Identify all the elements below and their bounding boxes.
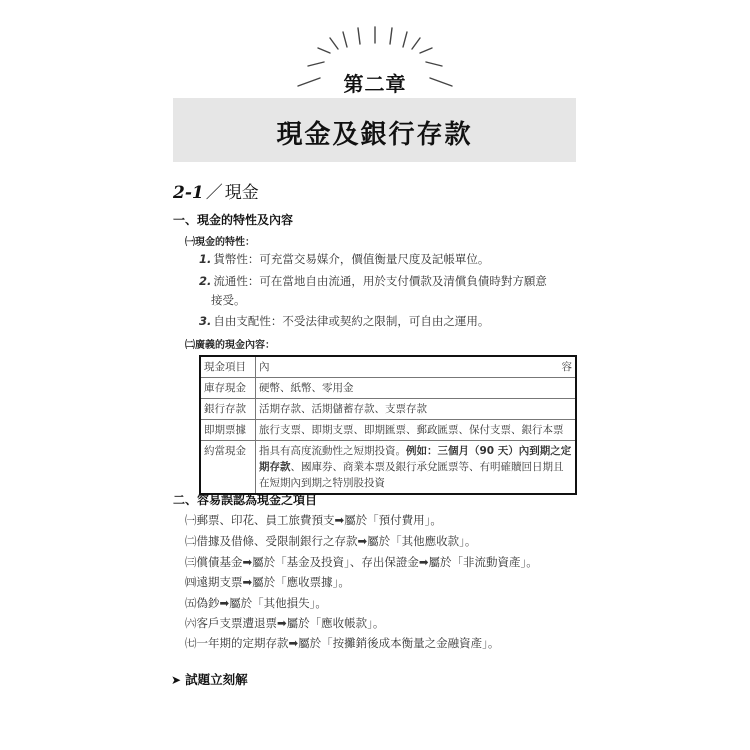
chapter-title-banner [173, 98, 576, 162]
list-item [199, 311, 577, 331]
part1-heading: 一、現金的特性及內容 [173, 213, 294, 227]
table-header-row [200, 356, 576, 378]
cash-content-table [199, 355, 577, 495]
item-number: 2. [199, 274, 212, 288]
list-item: ㈤偽鈔➡屬於「其他損失」。 [185, 596, 327, 610]
list-item: ㈡借據及借條、受限制銀行之存款➡屬於「其他應收款」。 [185, 534, 477, 548]
row-value: 活期存款、活期儲蓄存款、支票存款 [256, 399, 577, 420]
list-item-continuation: 接受。 [211, 293, 246, 307]
item-text: 自由支配性：不受法律或契約之限制，可自由之運用。 [213, 314, 490, 328]
row-value-bold: 例如：三個月（90 天）內到期之定期存款 [259, 445, 572, 473]
section-heading [173, 178, 259, 203]
row-key: 約當現金 [200, 441, 256, 495]
row-key: 即期票據 [200, 420, 256, 441]
header-content-right: 容 [561, 361, 572, 373]
header-cell-item: 現金項目 [200, 356, 256, 378]
table-row [200, 378, 576, 399]
section-separator: ／ [205, 183, 223, 203]
row-key: 銀行存款 [200, 399, 256, 420]
list-item: ㈥客戶支票遭退票➡屬於「應收帳款」。 [185, 616, 385, 630]
practice-heading [171, 670, 248, 688]
pointer-icon: ➤ [171, 673, 182, 687]
chapter-label: 第二章 [343, 72, 407, 96]
list-item [199, 271, 577, 291]
row-key: 庫存現金 [200, 378, 256, 399]
section-number: 2-1 [173, 183, 204, 203]
item-text: 貨幣性：可充當交易媒介，價值衡量尺度及記帳單位。 [213, 252, 490, 266]
table-row [200, 420, 576, 441]
chapter-title: 現金及銀行存款 [276, 120, 473, 150]
table-row [200, 441, 576, 495]
header-cell-content [256, 356, 577, 378]
row-value-pre: 指具有高度流動性之短期投資。 [259, 445, 406, 457]
part1-sub2-heading: ㈡廣義的現金內容： [185, 340, 275, 351]
list-item: ㈠郵票、印花、員工旅費預支➡屬於「預付費用」。 [185, 513, 442, 527]
list-item: ㈣遠期支票➡屬於「應收票據」。 [185, 575, 350, 589]
list-item [199, 249, 577, 269]
row-value: 旅行支票、即期支票、即期匯票、郵政匯票、保付支票、銀行本票 [256, 420, 577, 441]
row-value-post: 、國庫券、商業本票及銀行承兌匯票等、有明確贖回日期且在短期內到期之特別股投資 [259, 461, 564, 489]
table-row [200, 399, 576, 420]
section-label: 現金 [224, 183, 259, 203]
item-text: 流通性：可在當地自由流通，用於支付價款及清償負債時對方願意 [213, 274, 547, 288]
item-number: 1. [199, 252, 212, 266]
header-content-left: 內 [259, 361, 270, 373]
row-value: 硬幣、紙幣、零用金 [256, 378, 577, 399]
list-item: ㈦一年期的定期存款➡屬於「按攤銷後成本衡量之金融資產」。 [185, 636, 500, 650]
part1-sub1-heading: ㈠現金的特性： [185, 237, 255, 248]
row-value [256, 441, 577, 495]
list-item: ㈢償債基金➡屬於「基金及投資」、存出保證金➡屬於「非流動資產」。 [185, 555, 538, 569]
practice-label: 試題立刻解 [185, 672, 248, 687]
part2-heading: 二、容易誤認為現金之項目 [173, 493, 318, 507]
item-number: 3. [199, 314, 212, 328]
